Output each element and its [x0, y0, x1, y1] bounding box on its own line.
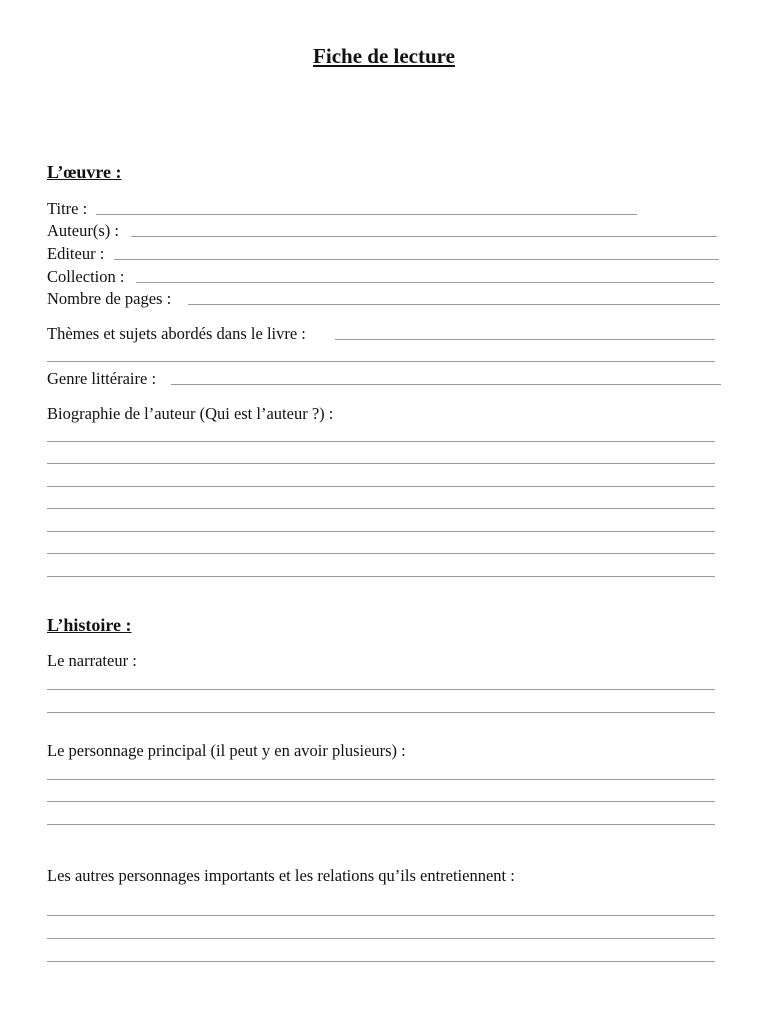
biographie-answer-line[interactable]	[47, 486, 715, 487]
narrateur-answer-line[interactable]	[47, 712, 715, 713]
themes-fill-line[interactable]	[335, 339, 715, 340]
collection-fill-line[interactable]	[136, 282, 714, 283]
biographie-answer-line[interactable]	[47, 576, 715, 577]
field-label-themes: Thèmes et sujets abordés dans le livre :	[47, 324, 306, 343]
nombre-pages-fill-line[interactable]	[188, 304, 720, 305]
personnage-principal-answer-line[interactable]	[47, 779, 715, 780]
field-label-autres-personnages: Les autres personnages importants et les relations qu’ils entretiennent :	[47, 866, 515, 885]
autres-personnages-answer-line[interactable]	[47, 915, 715, 916]
section-heading-histoire: L’histoire :	[47, 615, 132, 635]
autres-personnages-answer-line[interactable]	[47, 938, 715, 939]
page-title: Fiche de lecture	[313, 44, 455, 68]
editeur-fill-line[interactable]	[114, 259, 719, 260]
field-label-personnage-principal: Le personnage principal (il peut y en avoir plusieurs) :	[47, 741, 406, 760]
field-label-editeur: Editeur :	[47, 244, 105, 263]
field-label-biographie: Biographie de l’auteur (Qui est l’auteur ?) :	[47, 404, 334, 423]
autres-personnages-answer-line[interactable]	[47, 961, 715, 962]
titre-fill-line[interactable]	[96, 214, 637, 215]
biographie-answer-line[interactable]	[47, 531, 715, 532]
field-label-auteurs: Auteur(s) :	[47, 221, 119, 240]
themes-answer-line[interactable]	[47, 361, 715, 362]
personnage-principal-answer-line[interactable]	[47, 824, 715, 825]
field-label-genre: Genre littéraire :	[47, 369, 157, 388]
personnage-principal-answer-line[interactable]	[47, 801, 715, 802]
narrateur-answer-line[interactable]	[47, 689, 715, 690]
genre-fill-line[interactable]	[171, 384, 721, 385]
auteurs-fill-line[interactable]	[131, 236, 717, 237]
field-label-narrateur: Le narrateur :	[47, 651, 137, 670]
section-heading-oeuvre: L’œuvre :	[47, 162, 122, 182]
field-label-nombre-pages: Nombre de pages :	[47, 289, 172, 308]
biographie-answer-line[interactable]	[47, 553, 715, 554]
biographie-answer-line[interactable]	[47, 463, 715, 464]
biographie-answer-line[interactable]	[47, 508, 715, 509]
biographie-answer-line[interactable]	[47, 441, 715, 442]
field-label-collection: Collection :	[47, 267, 125, 286]
field-label-titre: Titre :	[47, 199, 88, 218]
